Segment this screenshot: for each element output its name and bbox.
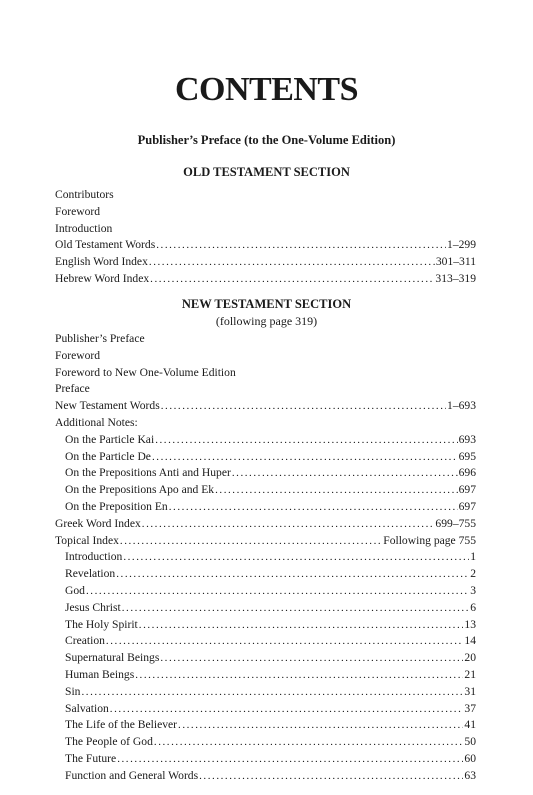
toc-entry-the-future bbox=[55, 751, 476, 768]
toc-entry-page: 41 bbox=[464, 718, 476, 732]
toc-entry-old-testament-words bbox=[55, 237, 476, 254]
toc-entry-label: Hebrew Word Index bbox=[55, 271, 150, 285]
toc-entry-greek-word-index bbox=[55, 516, 476, 533]
toc-entry-label: God bbox=[65, 583, 85, 597]
toc-entry-jesus-christ bbox=[55, 600, 476, 617]
toc-entry-contributors bbox=[55, 187, 476, 204]
toc-entry-page: 695 bbox=[458, 449, 476, 463]
new-testament-toc bbox=[55, 331, 476, 785]
toc-entry-foreword bbox=[55, 204, 476, 221]
dot-leader bbox=[152, 449, 458, 466]
toc-entry-sin bbox=[55, 684, 476, 701]
toc-entry-label: Publisher’s Preface bbox=[55, 332, 145, 345]
dot-leader bbox=[232, 465, 458, 482]
dot-leader bbox=[156, 237, 446, 254]
dot-leader bbox=[116, 566, 469, 583]
dot-leader bbox=[161, 398, 446, 415]
dot-leader bbox=[149, 254, 435, 271]
toc-entry-revelation bbox=[55, 566, 476, 583]
toc-entry-label: Sin bbox=[65, 684, 81, 698]
toc-entry-label: On the Preposition En bbox=[65, 499, 168, 513]
toc-entry-page: 50 bbox=[464, 735, 476, 749]
toc-entry-page: 693 bbox=[458, 432, 476, 446]
toc-entry-page: 697 bbox=[458, 499, 476, 513]
toc-entry-topical-introduction bbox=[55, 549, 476, 566]
old-testament-toc bbox=[55, 187, 476, 288]
toc-entry-life-of-believer bbox=[55, 717, 476, 734]
toc-entry-page: Following page 755 bbox=[383, 533, 476, 547]
toc-entry-label: Function and General Words bbox=[65, 768, 199, 782]
toc-entry-label: Preface bbox=[55, 382, 90, 396]
dot-leader bbox=[117, 751, 463, 768]
toc-entry-holy-spirit bbox=[55, 617, 476, 634]
toc-entry-label: Greek Word Index bbox=[55, 516, 141, 530]
toc-entry-salvation bbox=[55, 701, 476, 718]
toc-entry-page: 301–311 bbox=[435, 255, 476, 269]
toc-entry-label: Salvation bbox=[65, 701, 109, 715]
dot-leader bbox=[81, 684, 463, 701]
toc-entry-human-beings bbox=[55, 667, 476, 684]
toc-entry-label: Human Beings bbox=[65, 667, 135, 681]
toc-entry-label: Old Testament Words bbox=[55, 238, 156, 252]
dot-leader bbox=[106, 633, 463, 650]
toc-entry-label: The Life of the Believer bbox=[65, 718, 178, 732]
toc-entry-page: 3 bbox=[470, 583, 476, 597]
toc-entry-hebrew-word-index bbox=[55, 271, 476, 288]
toc-entry-page: 60 bbox=[464, 751, 476, 765]
toc-entry-label: Foreword to New One-Volume Edition bbox=[55, 365, 236, 379]
toc-entry-label: On the Prepositions Apo and Ek bbox=[65, 483, 215, 497]
dot-leader bbox=[135, 667, 463, 684]
toc-entry-label: The People of God bbox=[65, 735, 153, 749]
toc-entry-label: On the Prepositions Anti and Huper bbox=[65, 466, 231, 480]
toc-entry-page: 6 bbox=[470, 600, 476, 614]
toc-entry-introduction bbox=[55, 221, 476, 238]
toc-entry-label: The Future bbox=[65, 751, 117, 765]
toc-entry-additional-notes bbox=[55, 415, 476, 432]
toc-entry-label: New Testament Words bbox=[55, 399, 160, 413]
toc-entry-english-word-index bbox=[55, 254, 476, 271]
dot-leader bbox=[155, 432, 457, 449]
toc-entry-label: Foreword bbox=[55, 204, 101, 218]
toc-entry-page: 313–319 bbox=[435, 271, 476, 285]
toc-entry-particle-de bbox=[55, 449, 476, 466]
toc-entry-function-general-words bbox=[55, 768, 476, 785]
dot-leader bbox=[120, 533, 382, 550]
publisher-preface-heading: Publisher’s Preface (to the One-Volume Edition) bbox=[137, 133, 396, 147]
dot-leader bbox=[178, 717, 463, 734]
toc-entry-page: 14 bbox=[464, 634, 476, 648]
toc-entry-label: Foreword bbox=[55, 348, 101, 362]
toc-entry-page: 699–755 bbox=[435, 516, 476, 530]
toc-entry-creation bbox=[55, 633, 476, 650]
new-testament-heading: NEW TESTAMENT SECTION bbox=[181, 297, 352, 311]
dot-leader bbox=[154, 734, 464, 751]
toc-entry-page: 37 bbox=[464, 701, 476, 715]
toc-entry-label: On the Particle Kai bbox=[65, 432, 155, 446]
toc-entry-page: 20 bbox=[464, 651, 476, 665]
toc-entry-label: Contributors bbox=[55, 188, 114, 201]
toc-entry-page: 31 bbox=[464, 684, 476, 698]
toc-entry-page: 697 bbox=[458, 483, 476, 497]
toc-entry-label: On the Particle De bbox=[65, 449, 151, 463]
toc-entry-page: 1–693 bbox=[447, 399, 476, 413]
toc-entry-label: Additional Notes: bbox=[55, 415, 138, 429]
page-title: CONTENTS bbox=[174, 71, 359, 108]
toc-entry-page: 21 bbox=[464, 667, 476, 681]
toc-entry-prepositions-anti-huper bbox=[55, 465, 476, 482]
dot-leader bbox=[169, 499, 458, 516]
toc-entry-label: Introduction bbox=[55, 221, 113, 235]
toc-entry-page: 1–299 bbox=[447, 238, 476, 252]
dot-leader bbox=[142, 516, 435, 533]
toc-entry-label: Creation bbox=[65, 634, 105, 648]
new-testament-note: (following page 319) bbox=[215, 314, 318, 328]
toc-entry-label: Topical Index bbox=[55, 533, 119, 547]
toc-entry-page: 2 bbox=[470, 567, 476, 581]
toc-entry-label: Revelation bbox=[65, 567, 116, 581]
toc-entry-topical-index bbox=[55, 533, 476, 550]
dot-leader bbox=[86, 583, 469, 600]
toc-entry-label: The Holy Spirit bbox=[65, 617, 138, 631]
dot-leader bbox=[160, 650, 463, 667]
dot-leader bbox=[122, 600, 469, 617]
toc-entry-label: Supernatural Beings bbox=[65, 651, 160, 665]
dot-leader bbox=[150, 271, 434, 288]
toc-entry-label: English Word Index bbox=[55, 255, 148, 269]
toc-entry-page: 13 bbox=[464, 617, 476, 631]
toc-entry-foreword-new-edition bbox=[55, 365, 476, 382]
toc-entry-particle-kai bbox=[55, 432, 476, 449]
old-testament-heading: OLD TESTAMENT SECTION bbox=[183, 165, 350, 179]
toc-entry-preface bbox=[55, 381, 476, 398]
toc-entry-god bbox=[55, 583, 476, 600]
toc-entry-label: Introduction bbox=[65, 550, 123, 564]
dot-leader bbox=[199, 768, 463, 785]
toc-entry-supernatural-beings bbox=[55, 650, 476, 667]
toc-entry-page: 696 bbox=[458, 466, 476, 480]
toc-entry-page: 1 bbox=[470, 550, 476, 564]
toc-entry-people-of-god bbox=[55, 734, 476, 751]
dot-leader bbox=[215, 482, 458, 499]
toc-entry-label: Jesus Christ bbox=[65, 600, 121, 614]
dot-leader bbox=[110, 701, 464, 718]
toc-entry-page: 63 bbox=[464, 768, 476, 782]
dot-leader bbox=[123, 549, 469, 566]
toc-entry-prepositions-apo-ek bbox=[55, 482, 476, 499]
toc-entry-preposition-en bbox=[55, 499, 476, 516]
dot-leader bbox=[139, 617, 464, 634]
toc-entry-new-testament-words bbox=[55, 398, 476, 415]
toc-entry-foreword bbox=[55, 348, 476, 365]
toc-entry-publishers-preface bbox=[55, 331, 476, 348]
